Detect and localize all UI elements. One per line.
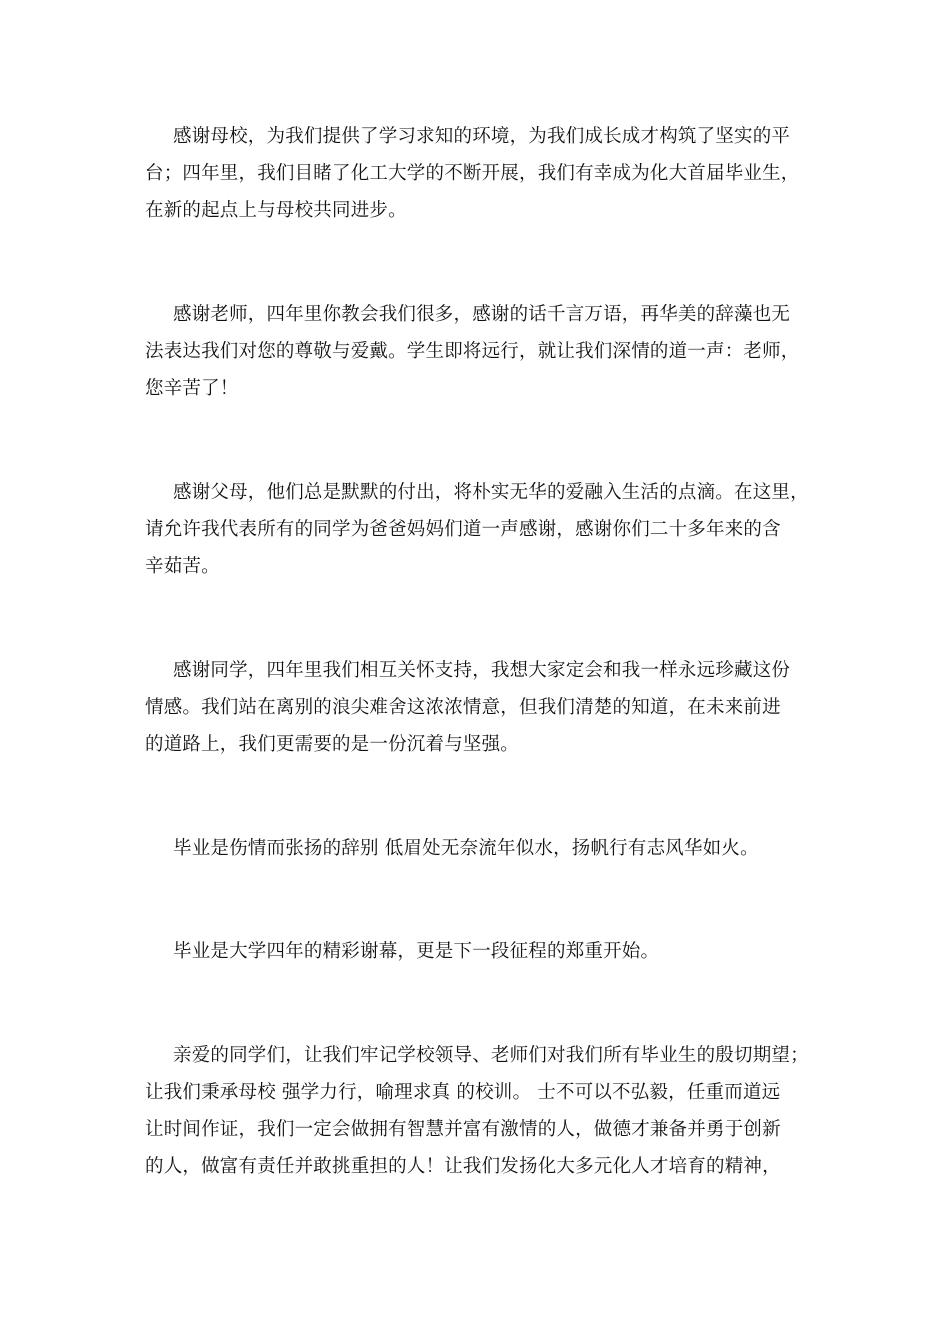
paragraph-4-line-2: 情感。我们站在离别的浪尖难舍这浓浓情意，但我们清楚的知道，在未来前进 [145,697,781,718]
paragraph-2-line-3: 您辛苦了！ [145,378,239,399]
paragraph-5-line-1: 毕业是伤情而张扬的辞别 低眉处无奈流年似水，扬帆行有志风华如火。 [173,838,759,859]
paragraph-7-line-3: 让时间作证，我们一定会做拥有智慧并富有激情的人，做德才兼备并勇于创新 [145,1119,781,1140]
paragraph-7-line-2: 让我们秉承母校 强学力行，喻理求真 的校训。 士不可以不弘毅，任重而道远 [145,1082,781,1103]
paragraph-7-line-1: 亲爱的同学们，让我们牢记学校领导、老师们对我们所有毕业生的殷切期望； [173,1045,809,1066]
paragraph-4-line-3: 的道路上，我们更需要的是一份沉着与坚强。 [145,734,520,755]
paragraph-4-line-1: 感谢同学，四年里我们相互关怀支持，我想大家定会和我一样永远珍藏这份 [173,660,791,681]
paragraph-2-line-2: 法表达我们对您的尊敬与爱戴。学生即将远行，就让我们深情的道一声：老师， [145,341,800,362]
paragraph-1-line-3: 在新的起点上与母校共同进步。 [145,200,407,221]
paragraph-7-line-4: 的人，做富有责任并敢挑重担的人！让我们发扬化大多元化人才培育的精神， [145,1156,781,1177]
paragraph-3-line-1: 感谢父母，他们总是默默的付出，将朴实无华的爱融入生活的点滴。在这里， [173,482,809,503]
paragraph-3-line-2: 请允许我代表所有的同学为爸爸妈妈们道一声感谢，感谢你们二十多年来的含 [145,519,781,540]
paragraph-2-line-1: 感谢老师，四年里你教会我们很多，感谢的话千言万语，再华美的辞藻也无 [173,304,791,325]
paragraph-3-line-3: 辛茹苦。 [145,556,220,577]
paragraph-1-line-1: 感谢母校，为我们提供了学习求知的环境，为我们成长成才构筑了坚实的平 [173,126,791,147]
paragraph-6-line-1: 毕业是大学四年的精彩谢幕，更是下一段征程的郑重开始。 [173,941,660,962]
paragraph-1-line-2: 台；四年里，我们目睹了化工大学的不断开展，我们有幸成为化大首届毕业生， [145,163,800,184]
